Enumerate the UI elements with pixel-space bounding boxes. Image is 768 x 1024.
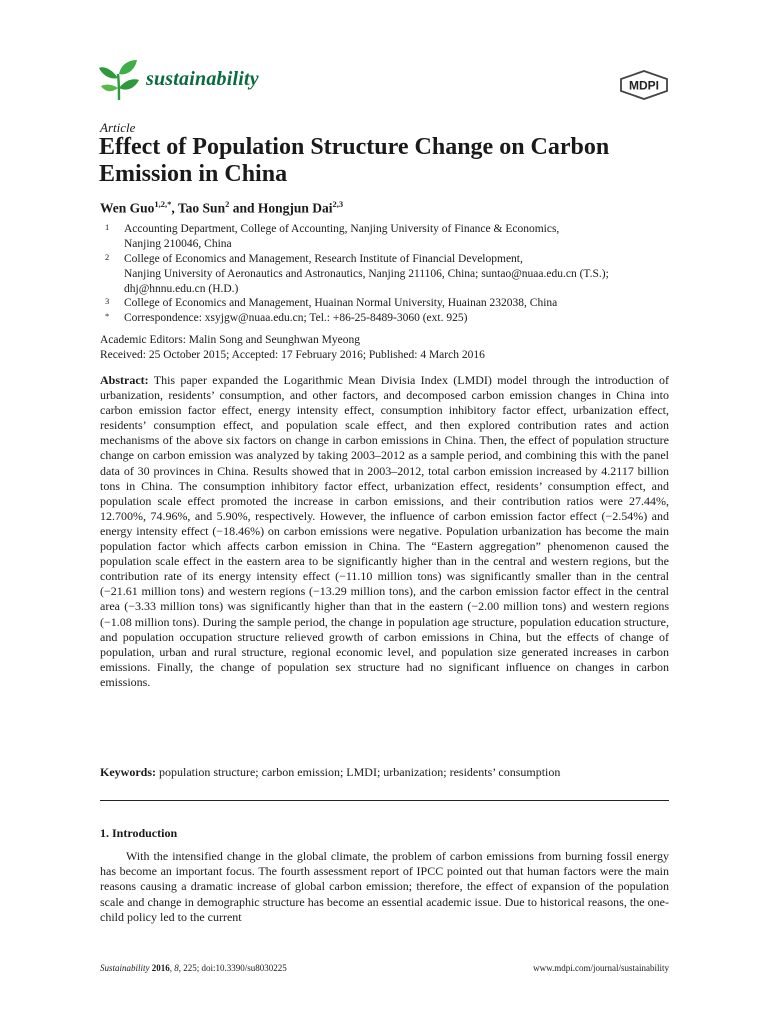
article-type: Article: [100, 120, 136, 135]
author-affiliation-marker: 1,2,*: [154, 199, 172, 209]
publication-dates: Received: 25 October 2015; Accepted: 17 February 2016; Published: 4 March 2016: [100, 349, 485, 361]
affiliation-item: [100, 311, 670, 326]
footer-doi: , 225; doi:10.3390/su8030225: [178, 963, 287, 973]
affiliation-line: dhj@hnnu.edu.cn (H.D.): [124, 283, 239, 295]
affiliation-line: Nanjing University of Aeronautics and Astronautics, Nanjing 211106, China; suntao@nuaa.edu.cn (T.S.);: [124, 268, 609, 280]
affiliation-number: *: [105, 311, 110, 321]
article-meta: [100, 333, 485, 363]
author-separator: and: [229, 200, 258, 216]
author-name: Tao Sun: [177, 200, 226, 216]
academic-editors: Academic Editors: Malin Song and Seunghwan Myeong: [100, 334, 360, 346]
article-title: Effect of Population Structure Change on Carbon Emission in China: [99, 134, 610, 187]
leaf-sprout-icon: [97, 58, 141, 102]
section-divider: [100, 800, 669, 801]
affiliation-item: [100, 222, 670, 252]
introduction-paragraph: With the intensified change in the global climate, the problem of carbon emissions from burning fossil energy has become an important focus. The fourth assessment report of IPCC pointed out that human factors were the main reasons causing a dramatic increase of global carbon emission; therefore, the effect of expansion of the population scale and change in demographic structure has become an essential academic issue. Due to historical reasons, the one-child policy led to the current: [100, 849, 669, 924]
keywords-text: population structure; carbon emission; LMDI; urbanization; residents’ consumption: [159, 765, 561, 779]
abstract-text: This paper expanded the Logarithmic Mean Divisia Index (LMDI) model through the introduction of urbanization, residents’ consumption, and other factors, and decomposed carbon emission changes in China into carbon emission factor effect, energy intensity effect, consumption inhibitory factor effect, urbanization effect, residents’ consumption effect, and population scale effect, and then explored contribution rates and action mechanisms of the above six factors on change in carbon emissions in China. Then, the effect of population structure change on carbon emission was analyzed by taking 2003–2012 as a sample period, and combining this with the panel data of 30 provinces in China. Results showed that in 2003–2012, total carbon emission increased by 4.2117 billion tons in China. The consumption inhibitory factor effect, urbanization effect, residents’ consumption effect, and population scale effect promoted the increase in carbon emissions, and their contribution ratios were 27.44%, 12.700%, 74.96%, and 5.90%, respectively. However, the influence of carbon emission factor effect (−2.54%) and energy intensity effect (−18.46%) on carbon emissions were negative. Population urbanization has become the main population factor which affects carbon emission in China. The “Eastern aggregation” phenomenon caused the population scale effect in the eastern area to be significantly higher than in the central and western regions, but the contribution rate of its energy intensity effect (−11.10 million tons) was significantly smaller than in the central (−21.61 million tons) and western regions (−13.29 million tons), and the carbon emission factor effect in the central area (−3.33 million tons) was significantly higher than that in the eastern (−2.00 million tons) and western regions (−1.08 million tons). During the sample period, the change in population age structure, population education structure, and population occupation structure relieved growth of carbon emissions in China, but the effects of change of population, urban and rural structure, regional economic level, and population size generated increases in carbon emissions. Finally, the change of population sex structure had no significant influence on changes in carbon emissions.: [100, 373, 669, 689]
author-affiliation-marker: 2,3: [332, 199, 344, 209]
keywords-label: Keywords:: [100, 765, 156, 779]
affiliation-item: [100, 296, 670, 311]
author-list: [100, 199, 343, 217]
author-name: Hongjun Dai: [257, 200, 333, 216]
section-heading: 1. Introduction: [100, 826, 178, 840]
footer-volume: 8: [174, 963, 179, 973]
keywords: [100, 765, 669, 780]
author-affiliation-marker: 2: [225, 199, 230, 209]
affiliation-item: [100, 252, 670, 297]
journal-url: www.mdpi.com/journal/sustainability: [533, 963, 669, 973]
affiliation-line: Accounting Department, College of Accounting, Nanjing University of Finance & Economics,: [124, 223, 560, 235]
affiliation-number: 3: [105, 296, 110, 306]
affiliation-number: 1: [105, 222, 110, 232]
affiliation-line: College of Economics and Management, Huainan Normal University, Huainan 232038, China: [124, 297, 558, 309]
abstract-label: Abstract:: [100, 373, 149, 387]
affiliation-line: Correspondence: xsyjgw@nuaa.edu.cn; Tel.: +86-25-8489-3060 (ext. 925): [124, 312, 468, 324]
mdpi-logo: [619, 70, 669, 100]
affiliation-line: College of Economics and Management, Research Institute of Financial Development,: [124, 253, 523, 265]
author-name: Wen Guo: [100, 200, 155, 216]
affiliation-line: Nanjing 210046, China: [124, 238, 232, 250]
journal-name: sustainability: [146, 68, 259, 90]
affiliation-number: 2: [105, 252, 110, 262]
publisher-name: MDPI: [629, 78, 659, 93]
citation-footer: Sustainability 2016, 8, 225; doi:10.3390/su8030225: [100, 963, 287, 973]
footer-year: 2016: [151, 963, 170, 973]
footer-journal: Sustainability: [100, 963, 150, 973]
abstract: [100, 373, 669, 690]
author-separator: ,: [171, 200, 178, 216]
